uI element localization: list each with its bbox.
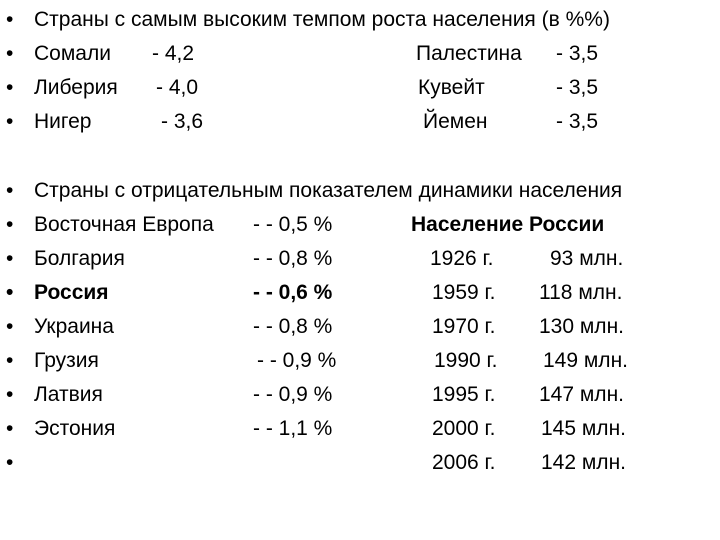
- decline-country: Восточная Европа: [34, 213, 214, 236]
- growth-value: - 4,0: [156, 76, 199, 99]
- bullet: •: [6, 110, 14, 133]
- decline-country: Эстония: [34, 417, 116, 440]
- growth-country-right: Йемен: [423, 110, 488, 133]
- decline-row: [0, 243, 720, 275]
- growth-row: [0, 106, 720, 138]
- bullet: •: [6, 42, 14, 65]
- census-population: 149 млн.: [543, 349, 628, 372]
- decline-row: [0, 209, 720, 241]
- decline-country: Украина: [34, 315, 114, 338]
- decline-country: Грузия: [34, 349, 99, 372]
- growth-value-right: - 3,5: [556, 76, 599, 99]
- decline-row: [0, 345, 720, 377]
- bullet: •: [6, 76, 14, 99]
- growth-country: Либерия: [34, 76, 118, 99]
- decline-value: - - 0,9 %: [257, 349, 337, 372]
- decline-value: - - 0,8 %: [253, 315, 333, 338]
- census-population: 145 млн.: [541, 417, 626, 440]
- growth-country: Нигер: [34, 110, 92, 133]
- bullet: •: [6, 8, 14, 31]
- bullet: •: [6, 179, 14, 202]
- census-year: 1995 г.: [432, 383, 496, 406]
- bullet: •: [6, 281, 14, 304]
- decline-country: Болгария: [34, 247, 125, 270]
- bullet: •: [6, 315, 14, 338]
- decline-value: - - 0,9 %: [253, 383, 333, 406]
- decline-row: [0, 413, 720, 445]
- decline-row: [0, 447, 720, 479]
- census-population: 142 млн.: [541, 451, 626, 474]
- decline-country: Латвия: [34, 383, 103, 406]
- census-population: 130 млн.: [539, 315, 624, 338]
- bullet: •: [6, 451, 14, 474]
- decline-row: [0, 311, 720, 343]
- growth-country-right: Кувейт: [418, 76, 485, 99]
- census-year: 2006 г.: [432, 451, 496, 474]
- bullet: •: [6, 383, 14, 406]
- census-year: 1990 г.: [434, 349, 498, 372]
- bullet: •: [6, 213, 14, 236]
- decline-value: - - 1,1 %: [253, 417, 333, 440]
- decline-title-row: [0, 175, 720, 207]
- growth-country: Сомали: [34, 42, 111, 65]
- census-year: 1970 г.: [432, 315, 496, 338]
- census-year: 1959 г.: [432, 281, 496, 304]
- growth-country-right: Палестина: [416, 42, 522, 65]
- growth-title-row: [0, 4, 720, 36]
- bullet: •: [6, 417, 14, 440]
- decline-country: Россия: [34, 281, 109, 304]
- census-year: 1926 г.: [430, 247, 494, 270]
- growth-value-right: - 3,5: [556, 42, 599, 65]
- bullet: •: [6, 247, 14, 270]
- bullet: •: [6, 349, 14, 372]
- growth-value: - 4,2: [152, 42, 195, 65]
- growth-row: [0, 72, 720, 104]
- census-population: 93 млн.: [550, 247, 624, 270]
- census-population: 147 млн.: [539, 383, 624, 406]
- decline-title: Страны с отрицательным показателем динамики населения: [34, 179, 623, 202]
- decline-row: [0, 379, 720, 411]
- growth-title: Страны с самым высоким темпом роста населения (в %%): [34, 8, 610, 31]
- russia-population-heading: Население России: [411, 213, 605, 236]
- growth-value-right: - 3,5: [556, 110, 599, 133]
- growth-value: - 3,6: [161, 110, 204, 133]
- census-year: 2000 г.: [432, 417, 496, 440]
- decline-value: - - 0,5 %: [253, 213, 333, 236]
- census-population: 118 млн.: [539, 281, 623, 304]
- decline-row-russia: [0, 277, 720, 309]
- decline-value: - - 0,8 %: [253, 247, 333, 270]
- decline-value: - - 0,6 %: [253, 281, 333, 304]
- growth-row: [0, 38, 720, 70]
